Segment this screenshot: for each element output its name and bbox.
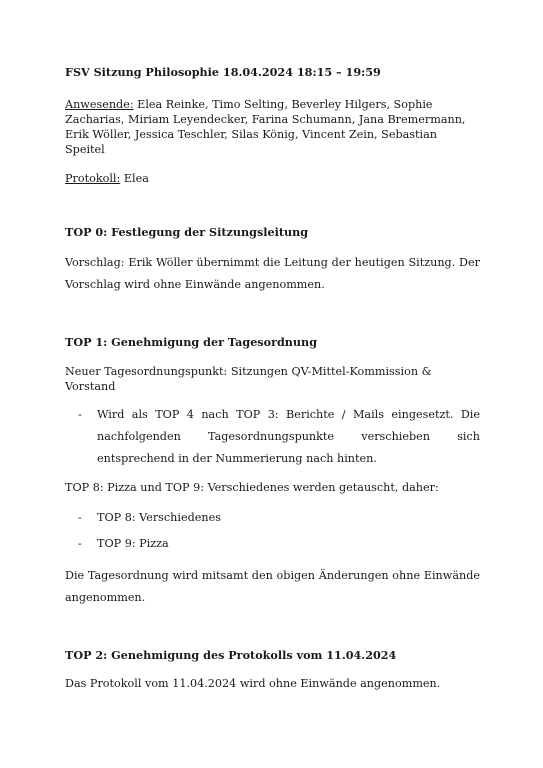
top1-intro: Neuer Tagesordnungspunkt: Sitzungen QV-Mittel-Kommission & Vorstand [65, 365, 432, 393]
protocol-paragraph [65, 171, 480, 186]
top1-heading: TOP 1: Genehmigung der Tagesordnung [65, 335, 318, 349]
top0-text: Vorschlag: Erik Wöller übernimmt die Leitung der heutigen Sitzung. Der Vorschlag wird ohne Einwände angenommen. [65, 256, 480, 291]
attendance-names: Elea Reinke, Timo Selting, Beverley Hilgers, Sophie Zacharias, Miriam Leyendecker, Farina Schumann, Jana Bremermann, Erik Wöller, Jessica Teschler, Silas König, Vincent Zein, Sebastian Speitel [65, 98, 466, 156]
top1-swap-item-1: TOP 8: Verschiedenes [97, 511, 221, 524]
attendance-paragraph [65, 97, 480, 157]
list-item [65, 507, 480, 529]
protocol-name: Elea [120, 172, 149, 185]
document-title: FSV Sitzung Philosophie 18.04.2024 18:15 – 19:59 [65, 65, 381, 79]
top0-heading: TOP 0: Festlegung der Sitzungsleitung [65, 225, 309, 239]
list-dash: - [78, 408, 82, 421]
list-dash: - [78, 537, 82, 550]
top2-heading: TOP 2: Genehmigung des Protokolls vom 11.04.2024 [65, 648, 397, 662]
attendance-label: Anwesende: [65, 98, 134, 111]
top1-swap-item-2: TOP 9: Pizza [97, 537, 169, 550]
list-dash: - [78, 511, 82, 524]
top1-bullet-text: Wird als TOP 4 nach TOP 3: Berichte / Mails eingesetzt. Die nachfolgenden Tagesordnungspunkte verschieben sich entsprechend in der Nummerierung nach hinten. [97, 408, 480, 465]
protocol-label: Protokoll: [65, 172, 121, 185]
document-page [65, 62, 480, 691]
top1-swap-list [65, 507, 480, 555]
list-item [65, 533, 480, 555]
top1-conclusion: Die Tagesordnung wird mitsamt den obigen Änderungen ohne Einwände angenommen. [65, 569, 480, 604]
top2-text: Das Protokoll vom 11.04.2024 wird ohne Einwände angenommen. [65, 677, 441, 690]
list-item [65, 404, 480, 470]
top1-bullet-list [65, 404, 480, 470]
top1-swap-text: TOP 8: Pizza und TOP 9: Verschiedenes werden getauscht, daher: [65, 481, 439, 494]
